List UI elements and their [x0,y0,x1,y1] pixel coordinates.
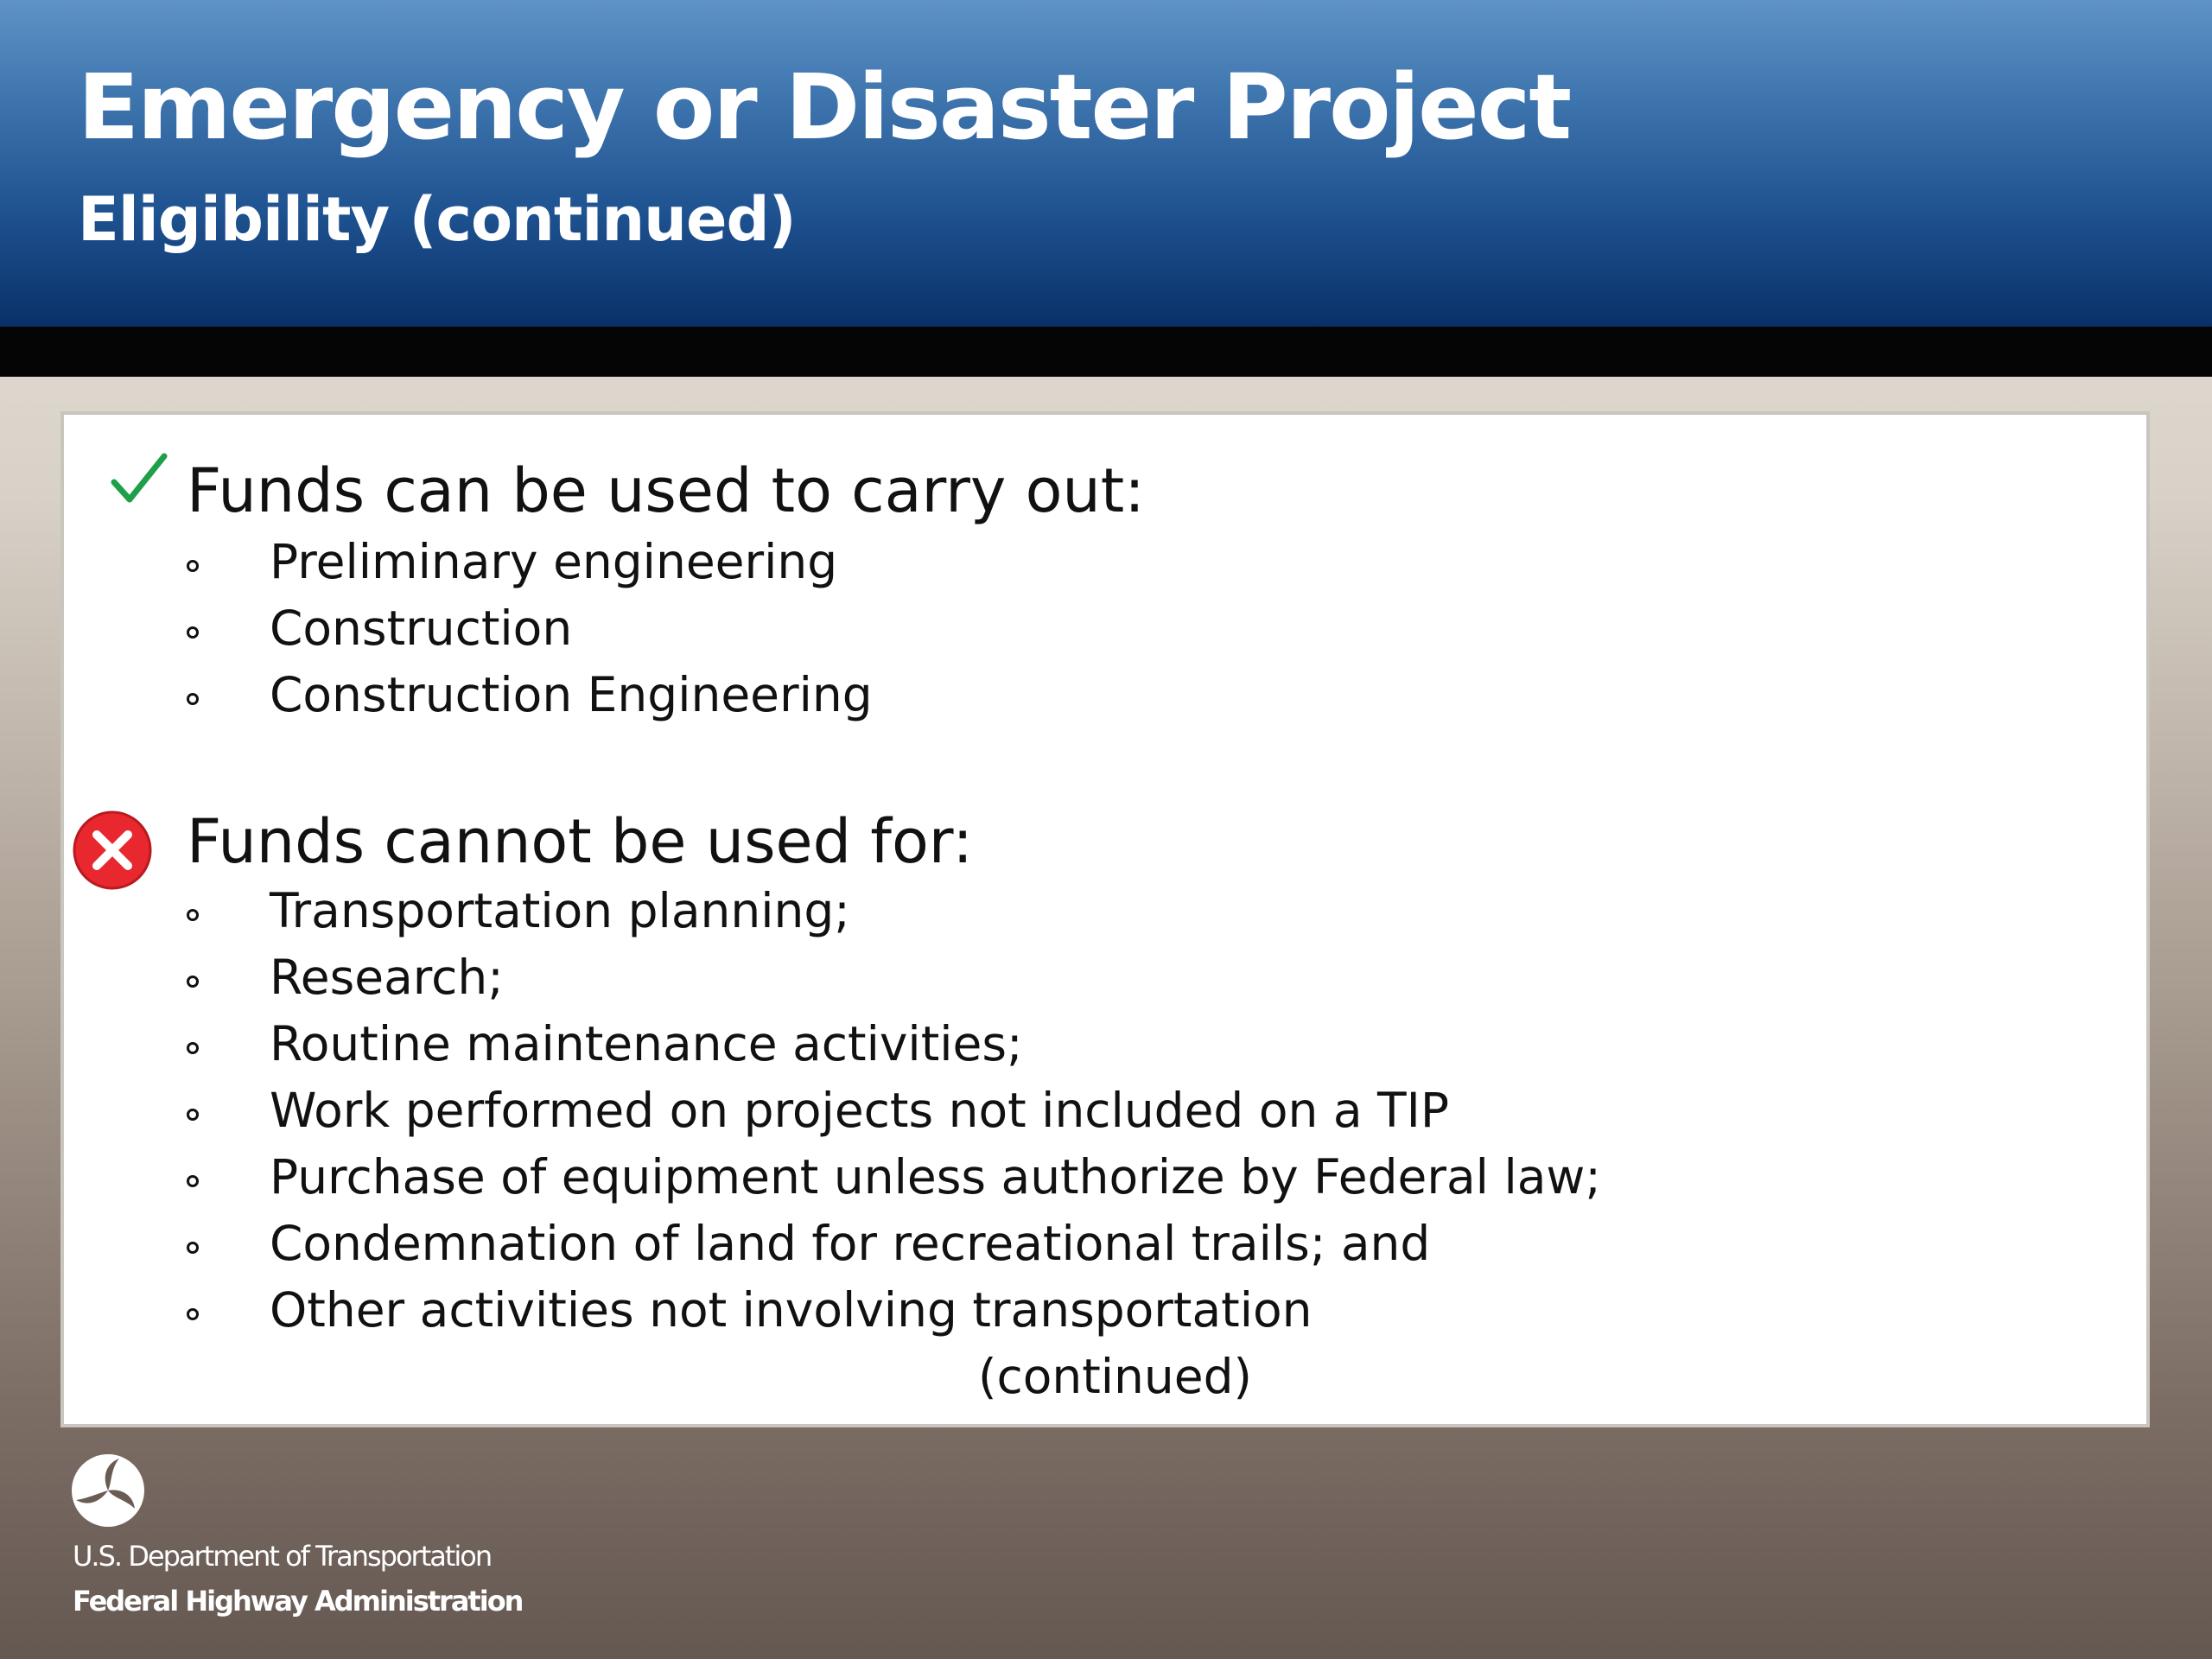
bullet-circle-icon [187,1109,199,1121]
slide-title: Emergency or Disaster Project [78,54,1571,160]
bullet-circle-icon [187,1308,199,1320]
bullet-circle-icon [187,1175,199,1187]
dot-tri-swirl-logo [69,1452,147,1529]
department-name: U.S. Department of Transportation [73,1540,492,1573]
list-item [64,1011,2138,1077]
content-panel [60,411,2150,1427]
list-item [64,878,2138,944]
header-divider-band [0,327,2212,377]
slide-header [0,0,2212,327]
list-item [64,1211,2138,1277]
list-item [64,662,2138,728]
list-item-text: Preliminary engineering [270,534,838,589]
bullet-circle-icon [187,976,199,988]
list-item [64,595,2138,662]
bullet-circle-icon [187,626,199,639]
bullet-circle-icon [187,693,199,705]
bullet-circle-icon [187,1042,199,1054]
list-item [64,1277,2138,1344]
list-item [64,944,2138,1011]
slide-subtitle: Eligibility (continued) [78,184,796,255]
list-item-text: Construction Engineering [270,667,873,722]
list-item-text: Purchase of equipment unless authorize by Federal law; [270,1149,1601,1205]
continued-note: (continued) [978,1349,1252,1404]
list-item-text: Condemnation of land for recreational trails; and [270,1216,1431,1271]
not-allowed-heading: Funds cannot be used for: [187,806,973,877]
agency-name: Federal Highway Administration [73,1585,523,1618]
bullet-circle-icon [187,909,199,921]
list-item-text: Construction [270,601,573,656]
list-item [64,1144,2138,1211]
list-item-text: Transportation planning; [270,883,850,938]
list-item-text: Work performed on projects not included on a TIP [270,1083,1449,1138]
list-item [64,529,2138,595]
allowed-list [64,529,2138,728]
check-icon [109,449,169,510]
list-item-text: Research; [270,950,504,1005]
allowed-heading: Funds can be used to carry out: [187,455,1145,526]
bullet-circle-icon [187,1242,199,1254]
list-item-text: Other activities not involving transportation [270,1282,1313,1338]
bullet-circle-icon [187,560,199,572]
not-allowed-list [64,878,2138,1344]
list-item [64,1077,2138,1144]
list-item-text: Routine maintenance activities; [270,1016,1023,1071]
